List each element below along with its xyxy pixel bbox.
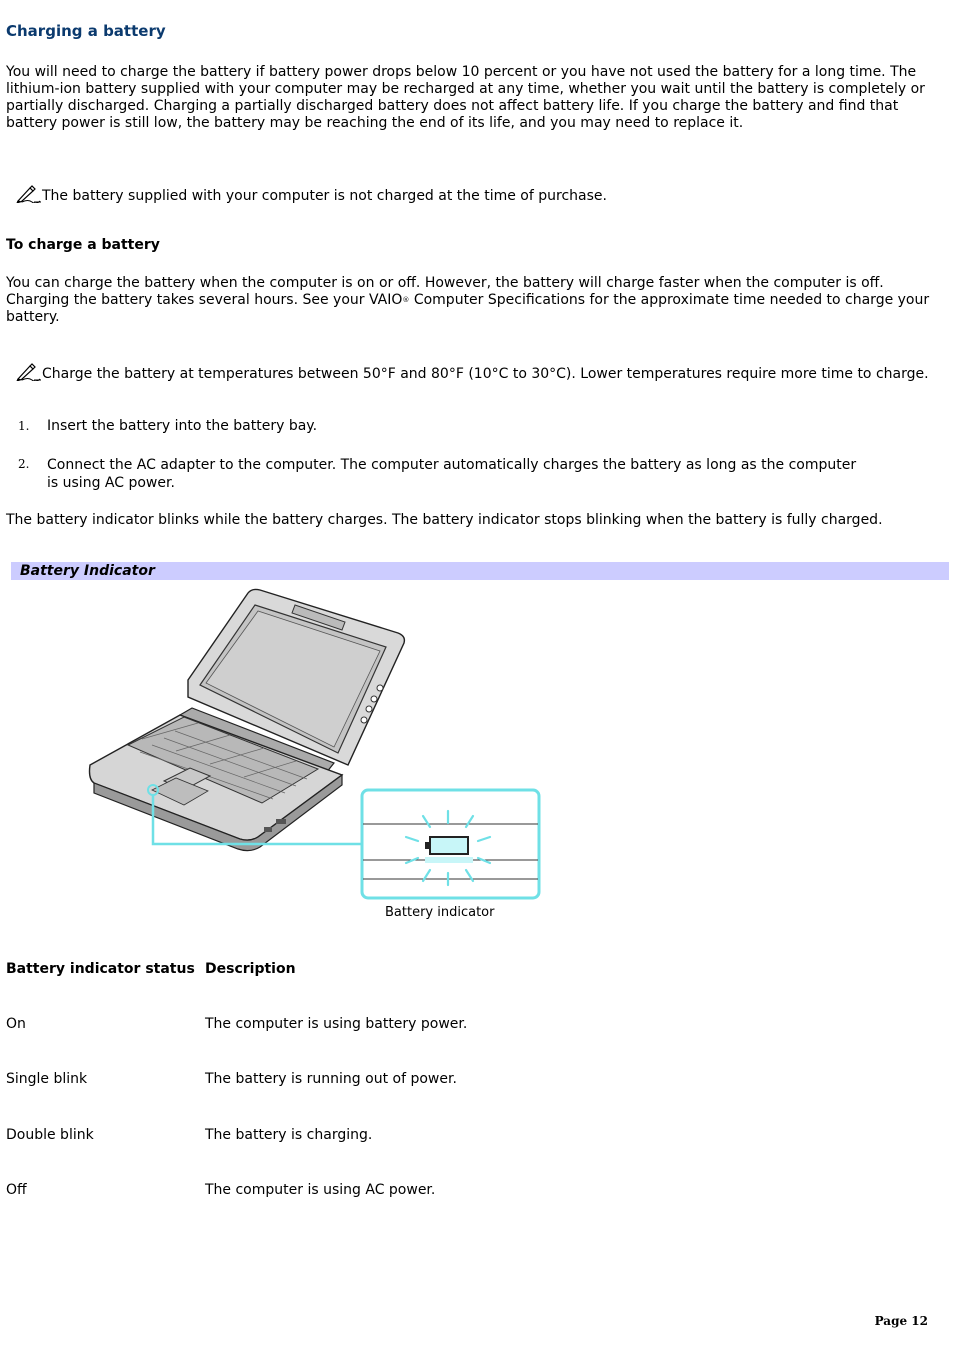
- battery-indicator-figure: [80, 585, 550, 925]
- registered-mark: ®: [402, 296, 410, 304]
- intro-paragraph: You will need to charge the battery if battery power drops below 10 percent or you have not used the battery for a long time. The lithium-ion battery supplied with your computer may be recharged at any time, whether you wait until the battery is completely or partially discharged. Charging a partially discharged battery does not affect battery life. If you charge the battery and find that battery power is still low, the battery may be reaching the end of its life, and you may need to replace it.: [6, 64, 925, 131]
- note-1-text: The battery supplied with your computer is not charged at the time of purchase.: [42, 188, 607, 204]
- table-row-status: On: [6, 1016, 26, 1032]
- step-1-number: 1.: [18, 419, 30, 433]
- battery-icon: [425, 837, 473, 863]
- note-2: [6, 363, 946, 383]
- callout-label: Battery indicator: [385, 905, 495, 920]
- table-row-description: The battery is running out of power.: [205, 1071, 457, 1087]
- section-subheading: To charge a battery: [6, 237, 160, 253]
- table-row-description: The battery is charging.: [205, 1127, 373, 1143]
- table-row-description: The computer is using battery power.: [205, 1016, 468, 1032]
- figure-heading: Battery Indicator: [20, 563, 155, 579]
- pencil-note-icon: [16, 185, 42, 203]
- table-row-description: The computer is using AC power.: [205, 1182, 436, 1198]
- step-2-text: Connect the AC adapter to the computer. The computer automatically charges the battery as long as the computer is using AC power.: [47, 457, 857, 491]
- note-1: [16, 185, 954, 205]
- table-row-status: Single blink: [6, 1071, 88, 1087]
- indicator-paragraph: The battery indicator blinks while the battery charges. The battery indicator stops blinking when the battery is fully charged.: [6, 512, 883, 528]
- table-header-description: Description: [205, 961, 296, 977]
- step-2-number: 2.: [18, 457, 30, 471]
- laptop-illustration: [80, 585, 550, 925]
- table-header-status: Battery indicator status: [6, 961, 195, 977]
- pencil-note-icon: [16, 363, 42, 381]
- table-row-status: Double blink: [6, 1127, 94, 1143]
- page-title: Charging a battery: [6, 22, 166, 40]
- table-row-status: Off: [6, 1182, 27, 1198]
- figure-heading-bar: [11, 562, 949, 580]
- note-2-text: Charge the battery at temperatures between 50°F and 80°F (10°C to 30°C). Lower temperatures require more time to charge.: [42, 366, 929, 382]
- charge-paragraph: You can charge the battery when the computer is on or off. However, the battery will charge faster when the computer is off. Charging the battery takes several hours. See your VAIO® Computer Specifications for the approximate time needed to charge your battery.: [6, 275, 930, 325]
- step-1-text: Insert the battery into the battery bay.: [47, 418, 318, 434]
- page-number: Page 12: [874, 1314, 928, 1328]
